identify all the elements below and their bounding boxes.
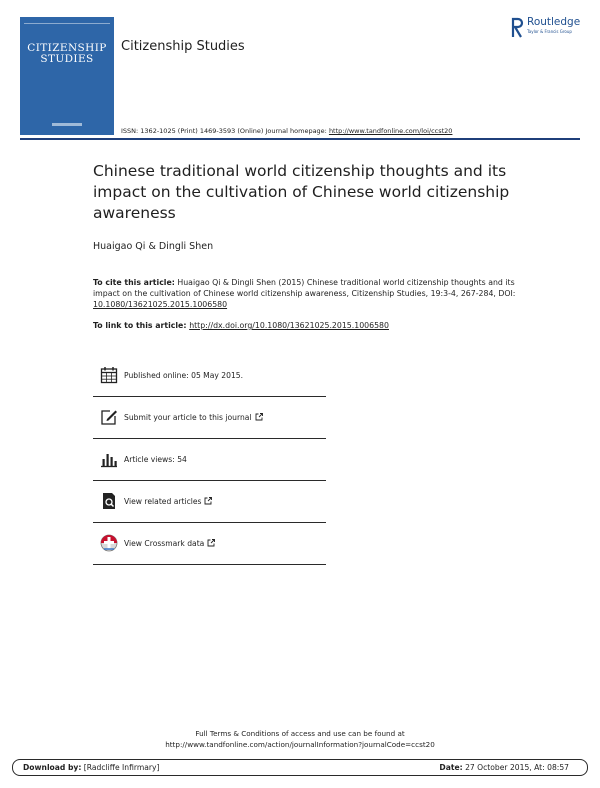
external-link-icon <box>255 413 263 421</box>
crossmark-label: View Crossmark data <box>124 539 205 548</box>
issn-line <box>121 127 452 135</box>
publisher-name: Routledge <box>527 16 581 28</box>
download-date-label: Date: <box>439 763 463 772</box>
download-date-value: 27 October 2015, At: 08:57 <box>462 763 569 772</box>
published-online-row <box>93 355 326 397</box>
publisher-tagline: Taylor & Francis Group <box>527 29 572 34</box>
terms-note <box>0 728 600 750</box>
crossmark-row[interactable] <box>93 523 326 565</box>
cover-top-strip <box>24 23 110 24</box>
article-link-line <box>93 321 389 330</box>
terms-line-1: Full Terms & Conditions of access and use can be found at <box>195 729 405 738</box>
article-authors: Huaigao Qi & Dingli Shen <box>93 241 214 252</box>
edit-document-icon <box>100 408 118 426</box>
routledge-r-icon <box>511 16 525 38</box>
article-views-text: Article views: 54 <box>124 455 187 464</box>
cover-title <box>20 43 114 65</box>
submit-article-label: Submit your article to this journal <box>124 413 252 422</box>
download-date <box>439 763 569 772</box>
article-title: Chinese traditional world citizenship thoughts and its impact on the cultivation of Chinese world citizenship awareness <box>93 162 510 222</box>
downloaded-by-label: Download by: <box>23 763 82 772</box>
crossmark-icon <box>100 534 118 552</box>
submit-article-link[interactable] <box>124 413 263 422</box>
cover-publisher-mark <box>52 123 82 126</box>
doi-link[interactable]: 10.1080/13621025.2015.1006580 <box>93 300 228 309</box>
related-articles-label: View related articles <box>124 497 202 506</box>
cite-text: Huaigao Qi & Dingli Shen (2015) Chinese traditional world citizenship thoughts and its impact on the cultivation of Chinese world citizenship awareness, Citizenship Studies, 19:3-4, 267-284, DOI: <box>93 278 516 298</box>
article-actions-list <box>93 355 326 565</box>
citation-block <box>93 277 523 310</box>
journal-name: Citizenship Studies <box>121 39 245 54</box>
publisher-logo <box>511 16 591 40</box>
bar-chart-icon <box>100 450 118 468</box>
related-articles-row[interactable] <box>93 481 326 523</box>
external-link-icon <box>204 497 212 505</box>
journal-cover-image <box>20 17 114 135</box>
downloaded-by <box>23 763 160 772</box>
issn-text: ISSN: 1362-1025 (Print) 1469-3593 (Online) Journal homepage: <box>121 127 329 135</box>
external-link-icon <box>207 539 215 547</box>
calendar-icon <box>100 366 118 384</box>
published-online-text: Published online: 05 May 2015. <box>124 371 244 380</box>
journal-homepage-link[interactable]: http://www.tandfonline.com/loi/ccst20 <box>328 127 453 135</box>
cite-label: To cite this article: <box>93 278 175 287</box>
downloaded-by-value: [Radcliffe Infirmary] <box>81 763 160 772</box>
article-doi-url[interactable]: http://dx.doi.org/10.1080/13621025.2015.1006580 <box>189 321 389 330</box>
header-divider <box>20 138 580 140</box>
related-articles-link[interactable] <box>124 497 212 506</box>
related-articles-icon <box>100 492 118 510</box>
crossmark-link[interactable] <box>124 539 215 548</box>
cover-title-line-2: STUDIES <box>40 53 94 65</box>
cover-title-line-1: CITIZENSHIP <box>27 42 107 54</box>
article-views-row <box>93 439 326 481</box>
submit-article-row[interactable] <box>93 397 326 439</box>
terms-url[interactable]: http://www.tandfonline.com/action/journalInformation?journalCode=ccst20 <box>165 740 435 749</box>
link-label: To link to this article: <box>93 321 190 330</box>
download-info-bar <box>12 759 588 776</box>
